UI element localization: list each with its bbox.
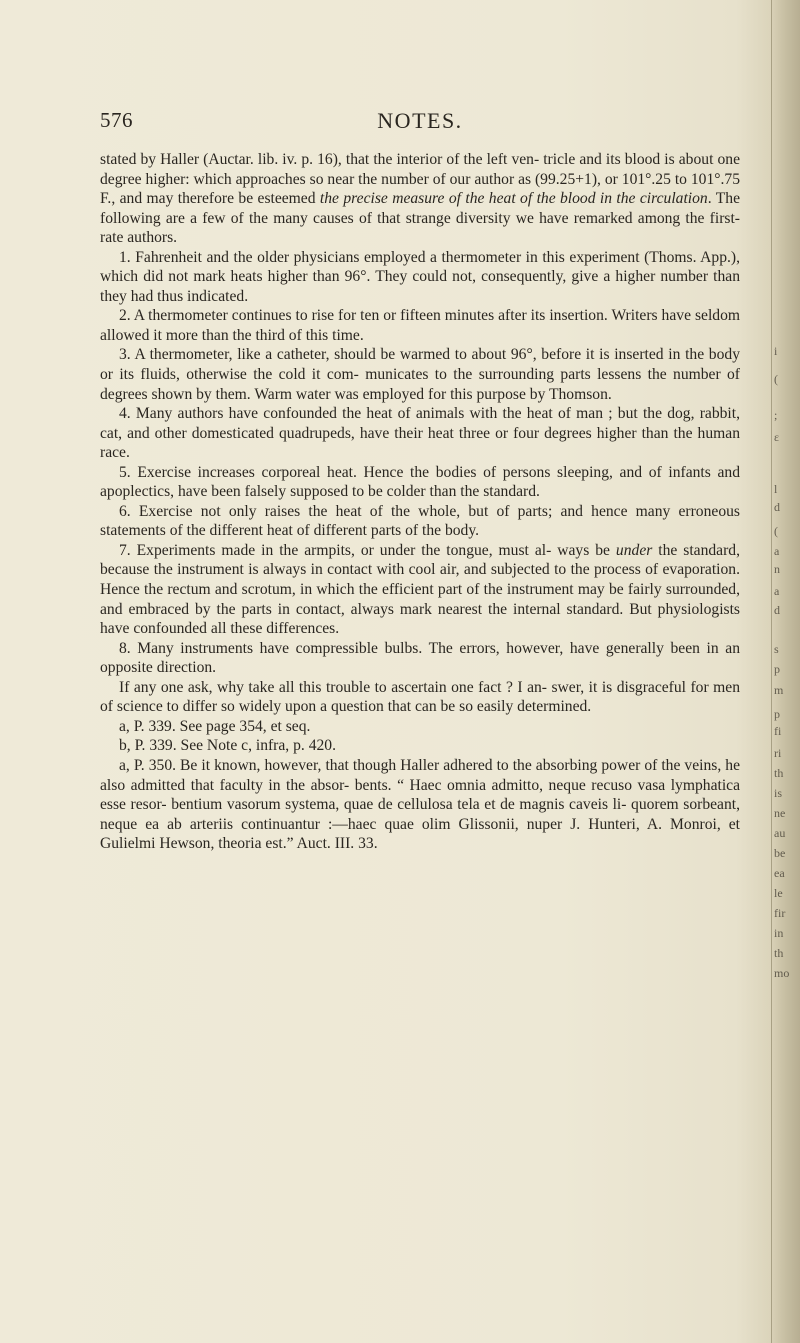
numbered-item-3: 3. A thermometer, like a catheter, should be warmed to about 96°, before it is inserted in the body or its fluids, otherwise the cold it com- municates to the surrounding parts lessens the number of degrees shown by them. Warm water was employed for this purpose by Thomson. bbox=[100, 346, 740, 403]
running-title: NOTES. bbox=[377, 108, 463, 133]
fragment-23: le bbox=[774, 886, 783, 900]
numbered-item-1: 1. Fahrenheit and the older physicians employed a thermometer in this experiment (Thoms. App.), which did not mark heats higher than 96°. They could not, consequently, give a higher number than they had thus indicated. bbox=[100, 248, 740, 305]
numbered-item-8: 8. Many instruments have compressible bulbs. The errors, however, have generally been in an opposite direction. bbox=[100, 639, 740, 677]
emphasis-under: under bbox=[615, 541, 653, 559]
fragment-25: in bbox=[774, 926, 784, 940]
numbered-item-7: 7. Experiments made in the armpits, or under the tongue, must al- ways be under the standard, because the instrument is always in contact with cool air, and subjected to the process of evaporation. Hence the rectum and scrotum, in which the efficient part of the instrument may be fairly surrounded, and embraced by the parts in contact, always mark nearest the internal standard. But physiologists have confounded all these differences. bbox=[100, 541, 740, 638]
fragment-21: be bbox=[774, 846, 786, 860]
fragment-27: mo bbox=[774, 966, 790, 980]
numbered-item-2: 2. A thermometer continues to rise for ten or fifteen minutes after its insertion. Writers have seldom allowed it more than the third of this time. bbox=[100, 307, 740, 344]
fragment-26: th bbox=[774, 946, 784, 960]
fragment-0: i bbox=[774, 344, 778, 358]
fragment-16: ri bbox=[774, 746, 782, 760]
numbered-item-4: 4. Many authors have confounded the heat of animals with the heat of man ; but the dog, rabbit, cat, and other domesticated quadrupeds, have their heat three or four degrees higher than the human race. bbox=[100, 405, 740, 462]
page-header bbox=[100, 108, 740, 138]
fragment-12: p bbox=[774, 662, 780, 676]
fragment-22: ea bbox=[774, 866, 785, 880]
fragment-6: ( bbox=[774, 524, 778, 538]
fragment-11: s bbox=[774, 642, 779, 656]
fragment-13: m bbox=[774, 683, 784, 697]
reference-b-339: b, P. 339. See Note c, infra, p. 420. bbox=[119, 737, 336, 755]
reference-a-339: a, P. 339. See page 354, et seq. bbox=[119, 717, 311, 735]
fragment-10: d bbox=[774, 603, 780, 617]
page-number: 576 bbox=[100, 108, 133, 132]
fragment-17: th bbox=[774, 766, 784, 780]
fragment-9: a bbox=[774, 584, 780, 598]
fragment-15: fi bbox=[774, 724, 782, 738]
fragment-18: is bbox=[774, 786, 783, 800]
fragment-14: p bbox=[774, 707, 780, 721]
fragment-20: au bbox=[774, 826, 786, 840]
fragment-2: ; bbox=[774, 408, 778, 422]
fragment-24: fir bbox=[774, 906, 786, 920]
conclusion-paragraph: If any one ask, why take all this trouble to ascertain one fact ? I an- swer, it is disgraceful for men of science to differ so widely upon a question that can be so easily determined. bbox=[100, 678, 740, 716]
fragment-5: d bbox=[774, 500, 780, 514]
notes-body bbox=[100, 150, 740, 854]
fragment-19: ne bbox=[774, 806, 786, 820]
emphasis-phrase: the precise measure of the heat of the blood in the circulation bbox=[319, 190, 708, 208]
numbered-item-6: 6. Exercise not only raises the heat of the whole, but of parts; and hence many erroneous statements of the different heat of different parts of the body. bbox=[100, 502, 740, 540]
numbered-item-5: 5. Exercise increases corporeal heat. Hence the bodies of persons sleeping, and of infants and apoplectics, have been falsely supposed to be colder than the standard. bbox=[100, 463, 740, 501]
reference-a-350: a, P. 350. Be it known, however, that though Haller adhered to the absorbing power of the veins, he also admitted that faculty in the absor- bents. “ Haec omnia admitto, neque recuso vasa lymphatica esse resor- bentium vasorum systema, quae de cellulosa tela et de magnis caveis li- quorem sorbeant, neque ea ab arteriis continuantur :—haec quae olim Glissonii, nuper J. Hunteri, A. Monroi, et Gulielmi Hewson, theoria est.” Auct. III. 33. bbox=[100, 756, 740, 853]
fragment-3: ε bbox=[774, 430, 780, 444]
fragment-7: a bbox=[774, 544, 780, 558]
fragment-1: ( bbox=[774, 372, 778, 386]
fragment-4: l bbox=[774, 482, 778, 496]
intro-paragraph: stated by Haller (Auctar. lib. iv. p. 16), that the interior of the left ven- tricle and its blood is about one degree higher: which approaches so near the number of our author as (99.25+1), or 101°.25 to 101°.75 F., and may therefore be esteemed the precise measure of the heat of the blood in the circulation. The following are a few of the many causes of that strange diversity we have remarked among the first-rate authors. bbox=[100, 151, 740, 247]
fragment-8: n bbox=[774, 562, 780, 576]
